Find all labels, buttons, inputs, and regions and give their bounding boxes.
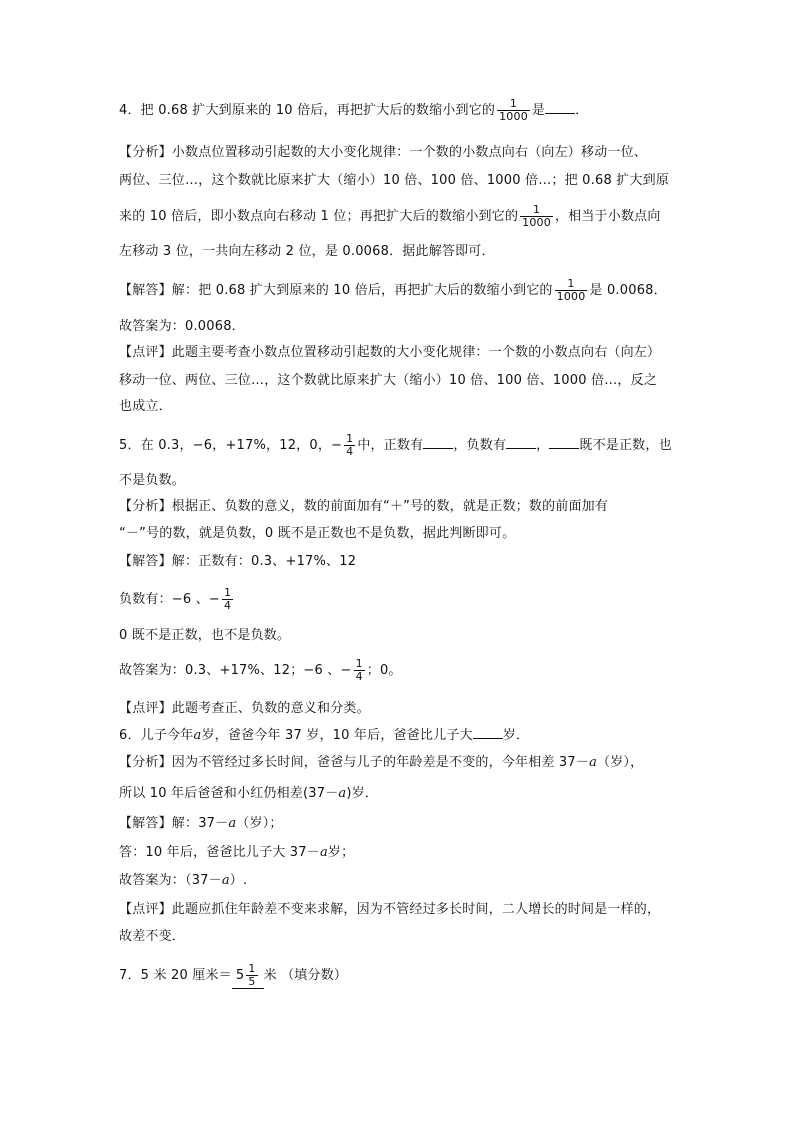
answer-blank: [549, 436, 579, 449]
q6-comment-line: 故差不变．: [119, 929, 186, 944]
q4-comment-line: 移动一位、两位、三位…，这个数就比原来扩大（缩小）10 倍、100 倍、1000 倍…，反之: [119, 373, 658, 388]
fraction: $\frac{1}{1000}$: [556, 277, 586, 303]
answer-blank: [473, 726, 503, 739]
q4-comment-line: 也成立．: [119, 399, 172, 414]
q6-analysis-line: 【分析】因为不管经过多长时间，爸爸与儿子的年龄差是不变的，今年相差 37－a（岁），: [119, 755, 644, 770]
fraction: $\frac{1}{1000}$: [499, 97, 528, 123]
q4-comment-line: 【点评】此题主要考查小数点位置移动引起数的大小变化规律：一个数的小数点向右（向左）: [119, 345, 661, 360]
q5-answer: 故答案为：0.3、+17%、12；−6 、− $\frac{1}{4}$ ；0。: [119, 657, 402, 683]
fraction: $\frac{1}{4}$: [346, 432, 354, 458]
fraction: $\frac{1}{4}$: [224, 586, 232, 612]
answer-blank: [506, 436, 536, 449]
question-4-stem: 4．把 0.68 扩大到原来的 10 倍后，再把扩大后的数缩小到它的 $\frac{1}{1000}$ 是 ．: [119, 97, 589, 123]
q6-solution: 【解答】解：37－a（岁）；: [119, 816, 283, 831]
filled-answer: 5 $\frac{1}{5}$: [232, 963, 264, 989]
answer-blank: [545, 101, 575, 114]
answer-blank: [423, 436, 453, 449]
q5-comment: 【点评】此题考查正、负数的意义和分类。: [119, 701, 370, 716]
q5-solution-line: 0 既不是正数，也不是负数。: [119, 628, 291, 643]
q6-reply: 答：10 年后，爸爸比儿子大 37－a岁；: [119, 845, 355, 860]
question-6-stem: 6．儿子今年a岁，爸爸今年 37 岁，10 年后，爸爸比儿子大 岁．: [119, 728, 530, 743]
fraction: $\frac{1}{4}$: [355, 657, 363, 683]
q5-stem-line: 不是负数。: [119, 473, 186, 488]
q6-analysis-line: 所以 10 年后爸爸和小红仍相差(37－a)岁．: [119, 786, 379, 801]
fraction: $\frac{1}{1000}$: [522, 203, 551, 229]
fraction: $\frac{1}{5}$: [248, 962, 256, 988]
q4-answer: 故答案为：0.0068．: [119, 319, 245, 334]
q6-comment-line: 【点评】此题应抓住年龄差不变来求解，因为不管经过多长时间，二人增长的时间是一样的，: [119, 902, 661, 917]
q5-solution-line: 负数有：−6 、− $\frac{1}{4}$: [119, 586, 232, 612]
q5-solution-line: 【解答】解：正数有：0.3、+17%、12: [119, 554, 357, 569]
q4-analysis-line: 两位、三位…，这个数就比原来扩大（缩小）10 倍、100 倍、1000 倍…；把 0.68 扩大到原: [119, 173, 670, 188]
q4-analysis-line: 来的 10 倍后，即小数点向右移动 1 位；再把扩大后的数缩小到它的 $\frac{1}{1000}$ ，相当于小数点向: [119, 203, 661, 229]
q5-analysis-line: 【分析】根据正、负数的意义，数的前面加有“＋”号的数，就是正数；数的前面加有: [119, 499, 609, 514]
q6-answer: 故答案为：（37－a）.: [119, 873, 248, 888]
question-7-stem: 7．5 米 20 厘米＝ 5 $\frac{1}{5}$ 米 （填分数）: [119, 962, 348, 988]
q4-solution: 【解答】解：把 0.68 扩大到原来的 10 倍后，再把扩大后的数缩小到它的 $\frac{1}{1000}$ 是 0.0068．: [119, 277, 667, 303]
q4-analysis-line: 【分析】小数点位置移动引起数的大小变化规律：一个数的小数点向右（向左）移动一位、: [119, 145, 648, 160]
q5-analysis-line: “－”号的数，就是负数，0 既不是正数也不是负数，据此判断即可。: [119, 526, 516, 541]
question-5-stem: 5．在 0.3，−6，+17%，12，0，− $\frac{1}{4}$ 中，正数有 ，负数有 ， 既不是正数，也: [119, 432, 672, 458]
q4-analysis-line: 左移动 3 位，一共向左移动 2 位，是 0.0068．据此解答即可．: [119, 244, 495, 259]
